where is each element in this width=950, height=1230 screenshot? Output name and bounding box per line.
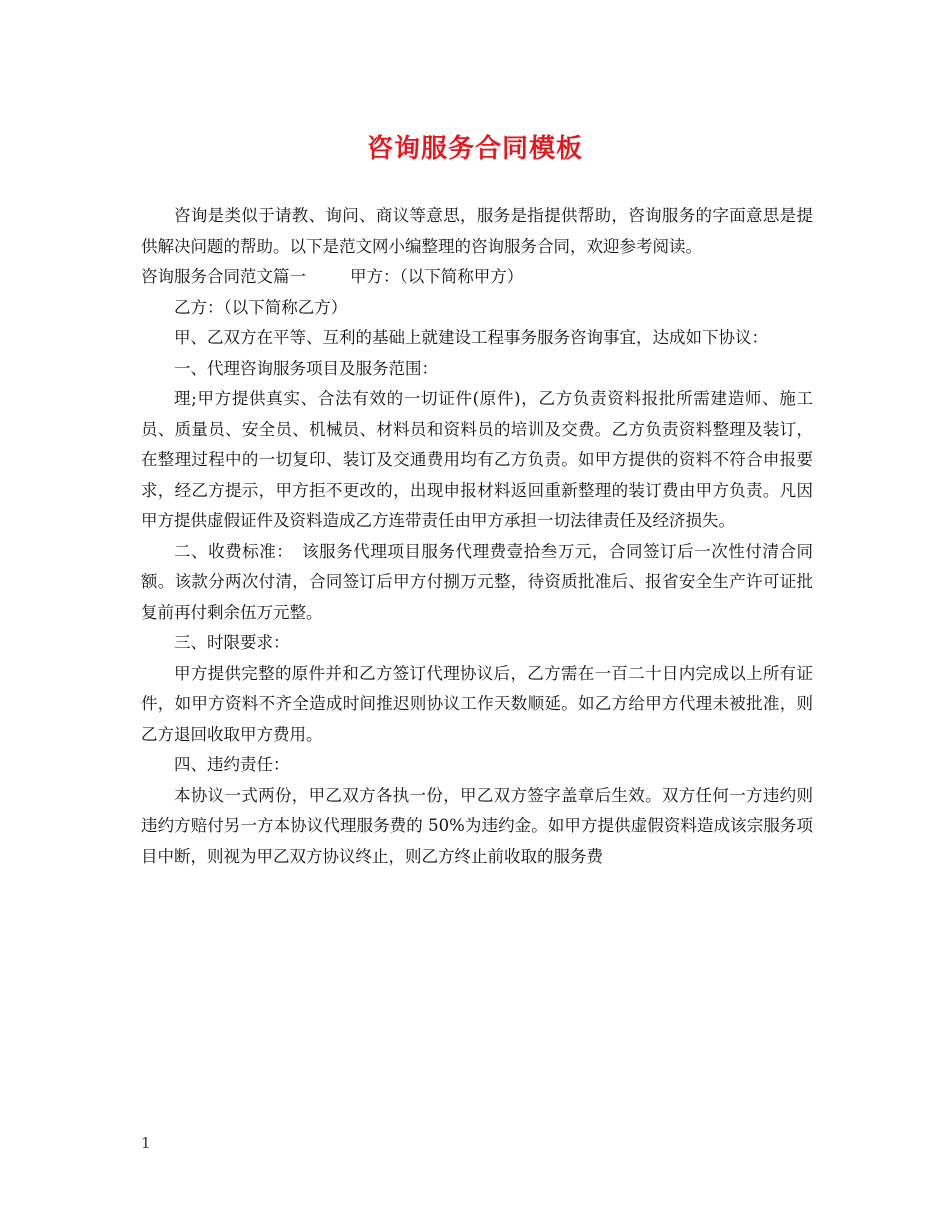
document-body xyxy=(141,201,813,872)
agreement-paragraph: 甲、乙双方在平等、互利的基础上就建设工程事务服务咨询事宜，达成如下协议： xyxy=(174,328,768,347)
sample-heading: 咨询服务合同范文篇一 xyxy=(141,267,306,286)
document-title: 咨询服务合同模板 xyxy=(366,134,583,164)
page-number: 1 xyxy=(141,1134,151,1152)
intro-paragraph: 咨询是类似于请教、询问、商议等意思，服务是指提供帮助，咨询服务的字面意思是提供解决问题的帮助。以下是范文网小编整理的咨询服务合同，欢迎参考阅读。 xyxy=(141,206,813,256)
section1-heading: 一、代理咨询服务项目及服务范围： xyxy=(174,358,438,378)
party-b-line: 乙方：（以下简称乙方） xyxy=(174,297,348,317)
sample-heading-line xyxy=(141,262,813,293)
section4-body: 本协议一式两份，甲乙双方各执一份，甲乙双方签字盖章后生效。双方任何一方违约则违约方赔付另一方本协议代理服务费的 50%为违约金。如甲方提供虚假资料造成该宗服务项目中断，则视为甲乙双方协议终止，则乙方终止前收取的服务费 xyxy=(141,785,813,866)
party-a-line: 甲方：（以下简称甲方） xyxy=(350,267,524,286)
section2-paragraph: 二、收费标准： 该服务代理项目服务代理费壹拾叁万元，合同签订后一次性付清合同额。该款分两次付清，合同签订后甲方付捌万元整，待资质批准后、报省安全生产许可证批复前再付剩余伍万元整。 xyxy=(141,541,813,622)
section3-body: 甲方提供完整的原件并和乙方签订代理协议后，乙方需在一百二十日内完成以上所有证件，如甲方资料不齐全造成时间推迟则协议工作天数顺延。如乙方给甲方代理未被批准，则乙方退回收取甲方费用。 xyxy=(141,663,813,744)
section1-body: 理;甲方提供真实、合法有效的一切证件(原件)，乙方负责资料报批所需建造师、施工员、质量员、安全员、机械员、材料员和资料员的培训及交费。乙方负责资料整理及装订，在整理过程中的一切复印、装订及交通费用均有乙方负责。如甲方提供的资料不符合申报要求，经乙方提示，甲方拒不更改的，出现申报材料返回重新整理的装订费由甲方负责。凡因甲方提供虚假证件及资料造成乙方连带责任由甲方承担一切法律责任及经济损失。 xyxy=(141,389,813,530)
section4-heading: 四、违约责任： xyxy=(174,755,290,774)
section3-heading: 三、时限要求： xyxy=(174,633,290,652)
